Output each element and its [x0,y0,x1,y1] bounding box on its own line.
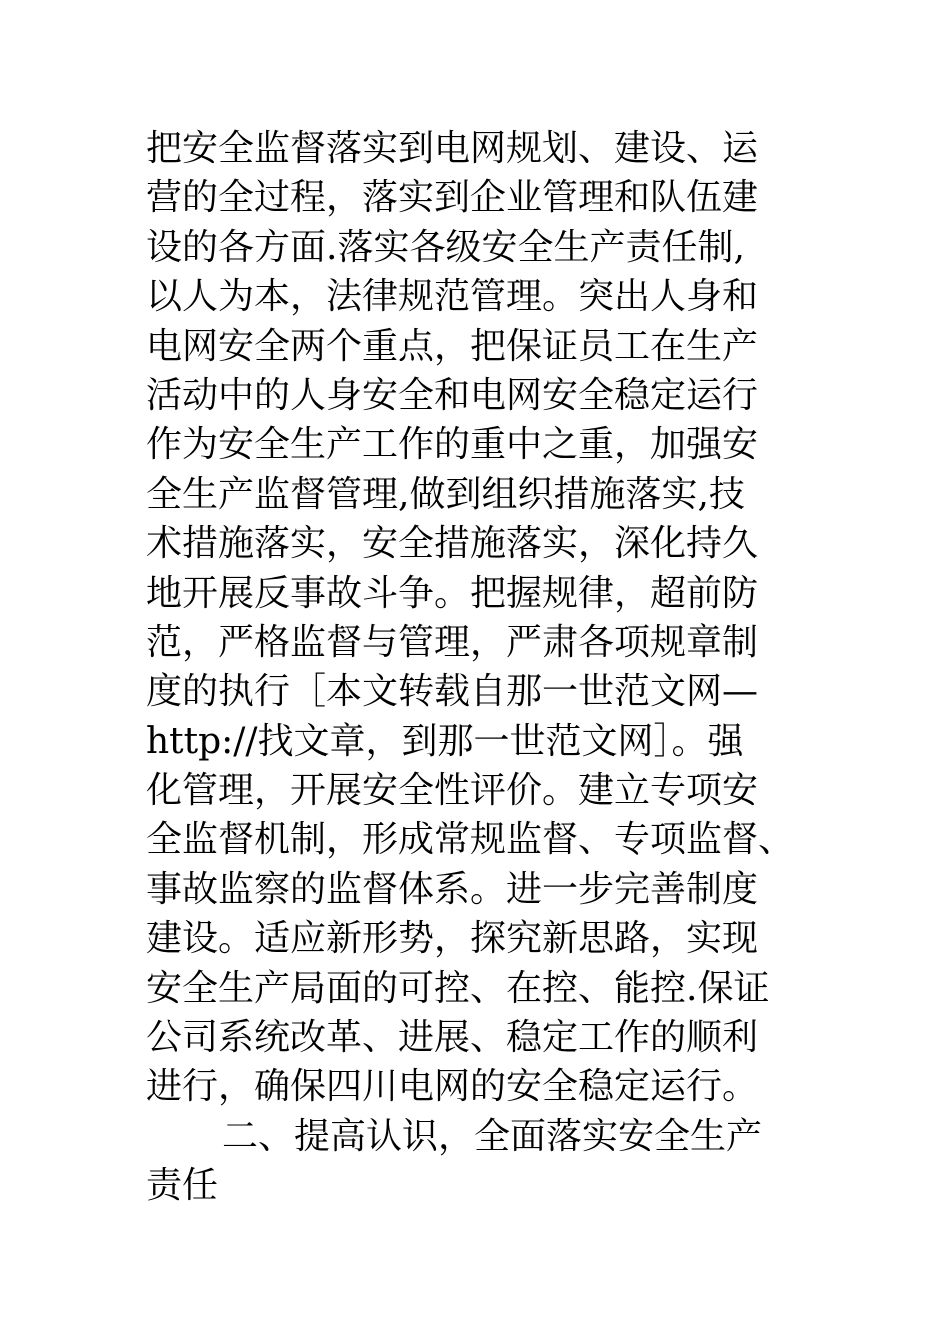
text-line: 范，严格监督与管理，严肃各项规章制 [146,621,759,663]
text-line: 安全生产局面的可控、在控、能控.保证 [146,967,770,1009]
text-line: 事故监察的监督体系。进一步完善制度 [146,868,759,910]
body-text [146,124,826,1211]
text-line: 度的执行［本文转载自那一世范文网— [146,671,759,713]
text-line: 责任 [146,1165,219,1207]
text-line: 全监督机制，形成常规监督、专项监督、 [146,819,795,861]
section-heading: 二、提高认识，全面落实安全生产 [222,1115,763,1157]
text-line: 设的各方面.落实各级安全生产责任制, [146,226,745,268]
text-line: 以人为本，法律规范管理。突出人身和 [146,276,759,318]
text-line: 化管理，开展安全性评价。建立专项安 [146,770,759,812]
text-line: 公司系统改革、进展、稳定工作的顺利 [146,1017,759,1059]
text-line: 把安全监督落实到电网规划、建设、运 [146,128,759,169]
text-line: 进行，确保四川电网的安全稳定运行。 [146,1066,759,1108]
text-line: 活动中的人身安全和电网安全稳定运行 [146,374,759,416]
text-line: 建设。适应新形势，探究新思路，实现 [146,918,759,960]
text-line: 地开展反事故斗争。把握规律，超前防 [146,572,759,614]
text-line: 电网安全两个重点，把保证员工在生产 [146,325,759,367]
text-line: 作为安全生产工作的重中之重，加强安 [146,424,759,466]
text-line: 术措施落实，安全措施落实，深化持久 [146,523,759,565]
text-line: http://找文章，到那一世范文网］。强 [146,720,744,762]
text-line: 营的全过程，落实到企业管理和队伍建 [146,177,759,219]
text-line: 全生产监督管理,做到组织措施落实,技 [146,473,745,515]
